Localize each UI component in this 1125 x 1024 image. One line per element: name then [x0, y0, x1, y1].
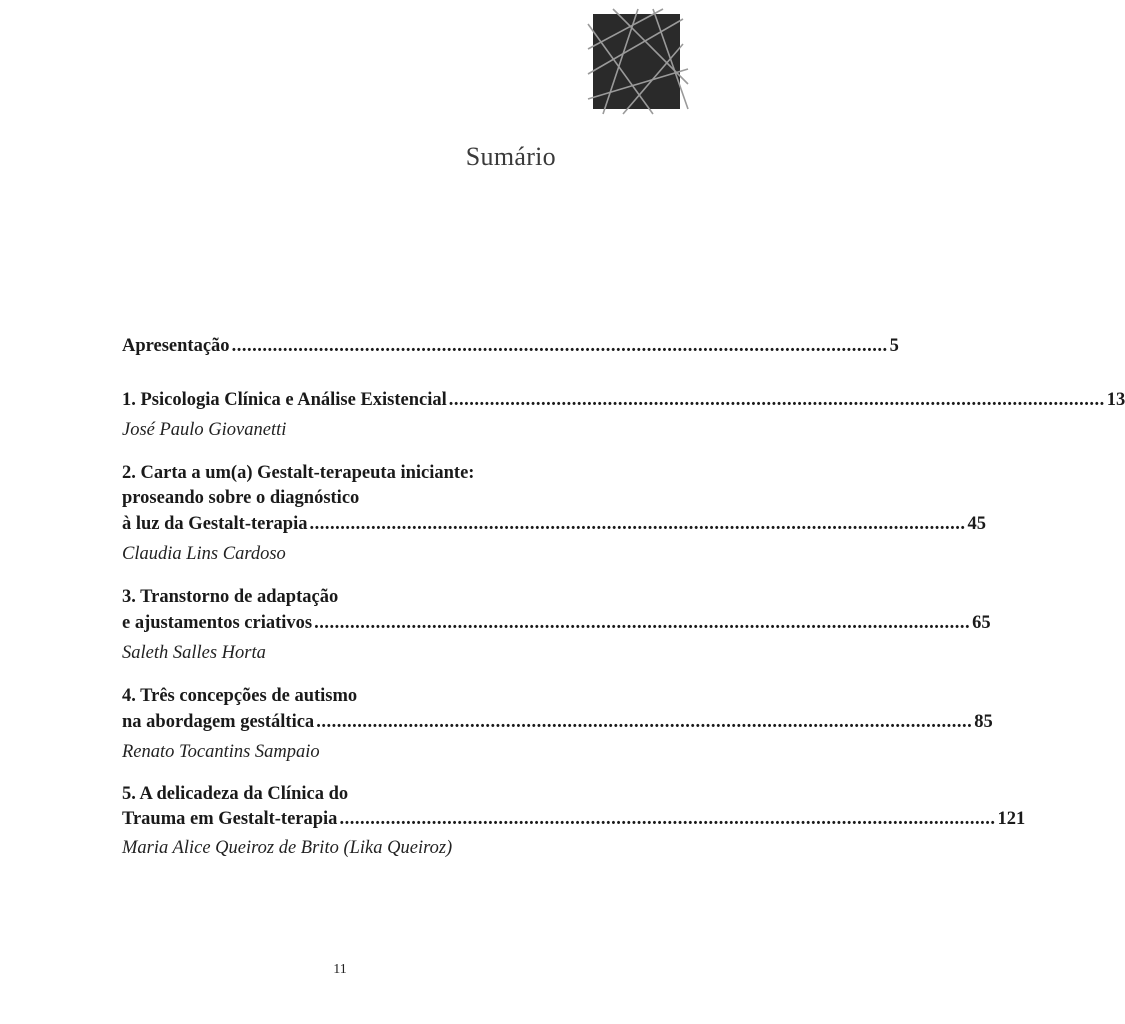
toc-entry-title-line: 1. Psicologia Clínica e Análise Existencial	[122, 390, 447, 410]
toc-entry-1-title	[122, 389, 1125, 411]
toc-entry-title-line: proseando sobre o diagnóstico	[122, 488, 360, 508]
toc-entry-5-author: Maria Alice Queiroz de Brito (Lika Queiroz)	[122, 838, 453, 858]
dot-leader: ................................................................................................................................	[448, 390, 1105, 410]
corner-decoration	[593, 14, 680, 109]
toc-entry-title-line: Trauma em Gestalt-terapia	[122, 809, 338, 829]
line-pattern-graphic	[593, 14, 680, 109]
toc-entry-3-title	[122, 612, 991, 634]
toc-entry-page: 65	[972, 613, 991, 633]
toc-entry-2-author: Claudia Lins Cardoso	[122, 544, 286, 564]
toc-entry-page: 45	[967, 514, 986, 534]
toc-entry-4-author: Renato Tocantins Sampaio	[122, 742, 320, 762]
toc-entry-title-line: na abordagem gestáltica	[122, 712, 315, 732]
toc-entry-title-line: à luz da Gestalt-terapia	[122, 514, 308, 534]
toc-entry-3-author: Saleth Salles Horta	[122, 643, 266, 663]
toc-entry-page: 85	[974, 712, 993, 732]
toc-intro	[122, 335, 899, 357]
toc-entry-title-line: 4. Três concepções de autismo	[122, 686, 358, 706]
toc-entry-page: 121	[997, 809, 1026, 829]
toc-entry-5-title	[122, 808, 1026, 830]
toc-entry-2-title	[122, 513, 986, 535]
toc-entry-title-line: e ajustamentos criativos	[122, 613, 313, 633]
dot-leader: ................................................................................................................................	[231, 336, 888, 356]
toc-intro-label: Apresentação	[122, 336, 230, 356]
page-title: Sumário	[465, 142, 556, 171]
toc-entry-page: 13	[1106, 390, 1125, 410]
dot-leader: ................................................................................................................................	[314, 613, 971, 633]
dot-leader: ................................................................................................................................	[316, 712, 973, 732]
dot-leader: ................................................................................................................................	[309, 514, 966, 534]
toc-entry-4-title	[122, 711, 993, 733]
toc-entry-title-line: 2. Carta a um(a) Gestalt-terapeuta iniciante:	[122, 463, 475, 483]
page-number: 11	[333, 962, 347, 977]
toc-intro-page: 5	[889, 336, 899, 356]
dot-leader: ................................................................................................................................	[339, 809, 996, 829]
toc-entry-1-author: José Paulo Giovanetti	[122, 420, 287, 440]
toc-entry-title-line: 3. Transtorno de adaptação	[122, 587, 339, 607]
toc-entry-title-line: 5. A delicadeza da Clínica do	[122, 784, 349, 804]
